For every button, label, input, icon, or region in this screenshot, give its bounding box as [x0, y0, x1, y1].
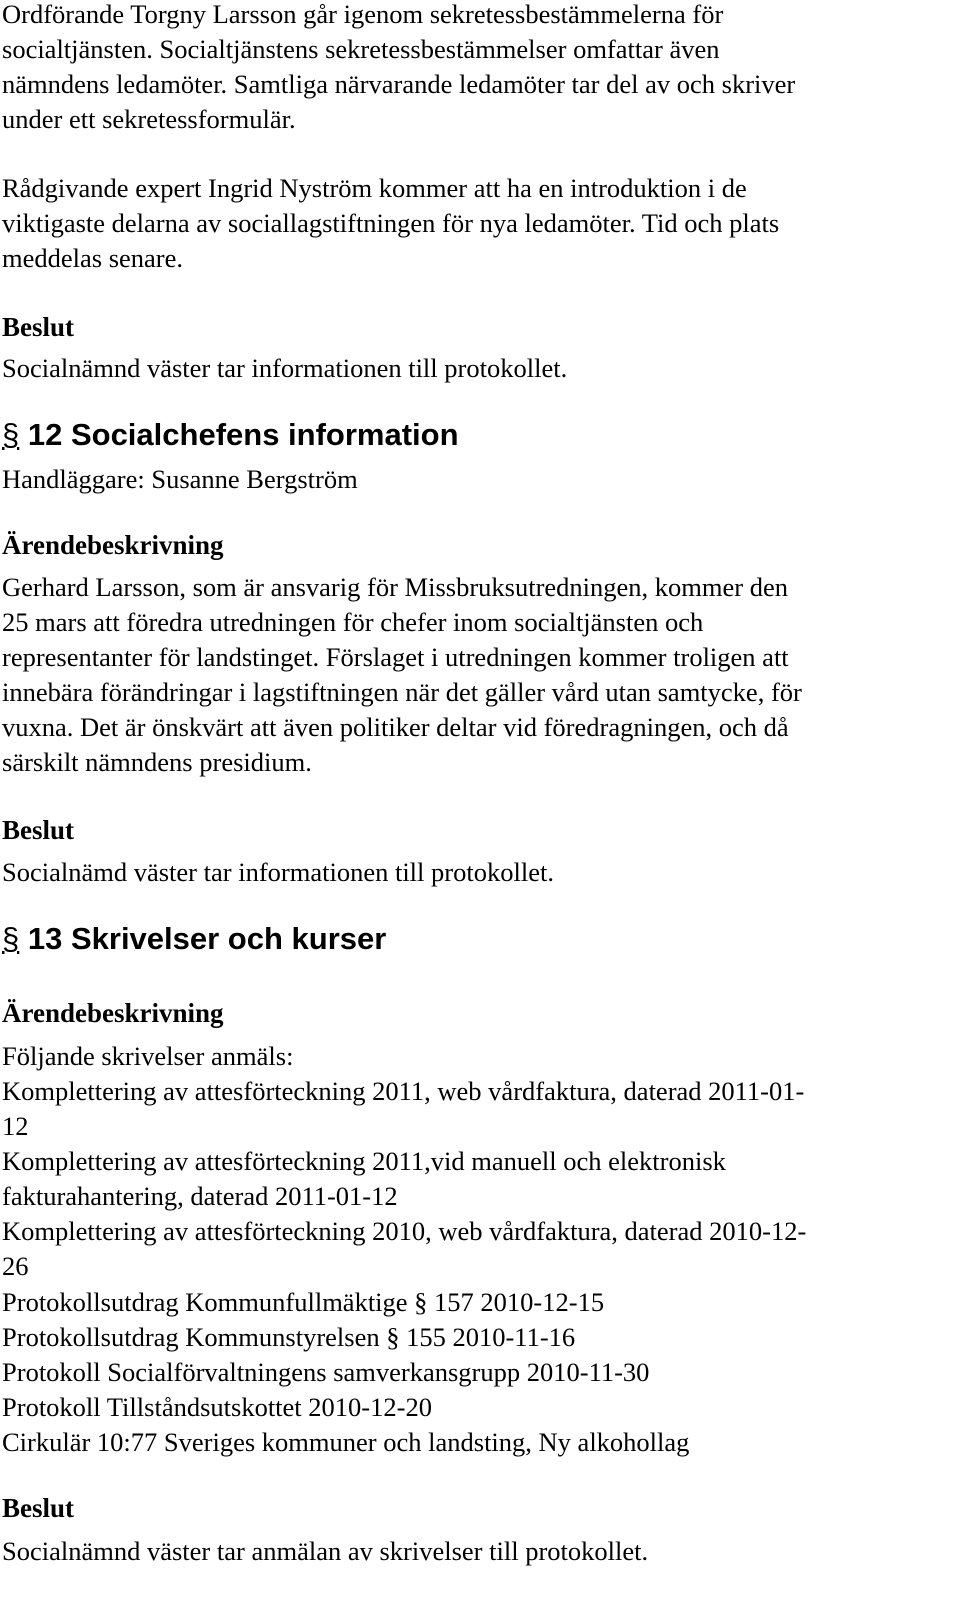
section-12-arende-label: Ärendebeskrivning [2, 530, 224, 560]
section-12-body-line-6: särskilt nämndens presidium. [2, 747, 312, 777]
intro-p1-line-1: Ordförande Torgny Larsson går igenom sekretessbestämmelerna för [2, 0, 724, 29]
intro-p1-line-3: nämndens ledamöter. Samtliga närvarande ledamöter tar del av och skriver [2, 69, 796, 99]
intro-p2-line-2: viktigaste delarna av sociallagstiftningen för nya ledamöter. Tid och plats [2, 208, 780, 238]
section-13-beslut-label: Beslut [2, 1493, 75, 1523]
section-13-body-line-8: Protokollsutdrag Kommunfullmäktige § 157 2010-12-15 [2, 1287, 605, 1317]
section-12-body-line-3: representanter för landstinget. Förslaget i utredningen kommer troligen att [2, 642, 789, 672]
section-13-beslut-text: Socialnämnd väster tar anmälan av skrivelser till protokollet. [2, 1536, 649, 1566]
paragraph-symbol: § [2, 921, 20, 956]
intro-p2-line-1: Rådgivande expert Ingrid Nyström kommer att ha en introduktion i de [2, 173, 747, 203]
intro-p2-line-3: meddelas senare. [2, 243, 183, 273]
section-13-heading [2, 919, 386, 959]
section-13-body-line-5: fakturahantering, daterad 2011-01-12 [2, 1181, 398, 1211]
section-13-body-line-9: Protokollsutdrag Kommunstyrelsen § 155 2010-11-16 [2, 1322, 576, 1352]
section-12-body-line-4: innebära förändringar i lagstiftningen när det gäller vård utan samtycke, för [2, 677, 802, 707]
section-12-body-line-1: Gerhard Larsson, som är ansvarig för Missbruksutredningen, kommer den [2, 572, 788, 602]
intro-p1-line-2: socialtjänsten. Socialtjänstens sekretessbestämmelser omfattar även [2, 34, 720, 64]
section-13-body-line-10: Protokoll Socialförvaltningens samverkansgrupp 2010-11-30 [2, 1357, 650, 1387]
section-12-heading [2, 415, 459, 455]
section-13-body-line-4: Komplettering av attesförteckning 2011,vid manuell och elektronisk [2, 1146, 726, 1176]
section-13-body-line-1: Följande skrivelser anmäls: [2, 1041, 294, 1071]
section-13-body-line-12: Cirkulär 10:77 Sveriges kommuner och landsting, Ny alkohollag [2, 1427, 690, 1457]
intro-p1-line-4: under ett sekretessformulär. [2, 104, 296, 134]
intro-beslut-text: Socialnämnd väster tar informationen till protokollet. [2, 353, 568, 383]
intro-beslut-label: Beslut [2, 312, 75, 342]
section-13-body-line-11: Protokoll Tillståndsutskottet 2010-12-20 [2, 1392, 432, 1422]
paragraph-symbol: § [2, 417, 20, 452]
section-13-arende-label: Ärendebeskrivning [2, 998, 224, 1028]
section-12-body-line-5: vuxna. Det är önskvärt att även politiker deltar vid föredragningen, och då [2, 712, 789, 742]
section-13-body-line-3: 12 [2, 1111, 29, 1141]
section-13-body-line-6: Komplettering av attesförteckning 2010, web vårdfaktura, daterad 2010-12- [2, 1216, 807, 1246]
section-12-handlaggare: Handläggare: Susanne Bergström [2, 464, 358, 494]
section-12-body-line-2: 25 mars att föredra utredningen för chefer inom socialtjänsten och [2, 607, 704, 637]
section-12-title: 12 Socialchefens information [19, 417, 459, 452]
section-13-body-line-7: 26 [2, 1251, 29, 1281]
section-13-body-line-2: Komplettering av attesförteckning 2011, web vårdfaktura, daterad 2011-01- [2, 1076, 805, 1106]
section-12-beslut-text: Socialnämd väster tar informationen till protokollet. [2, 857, 554, 887]
section-12-beslut-label: Beslut [2, 815, 75, 845]
section-13-title: 13 Skrivelser och kurser [19, 921, 387, 956]
